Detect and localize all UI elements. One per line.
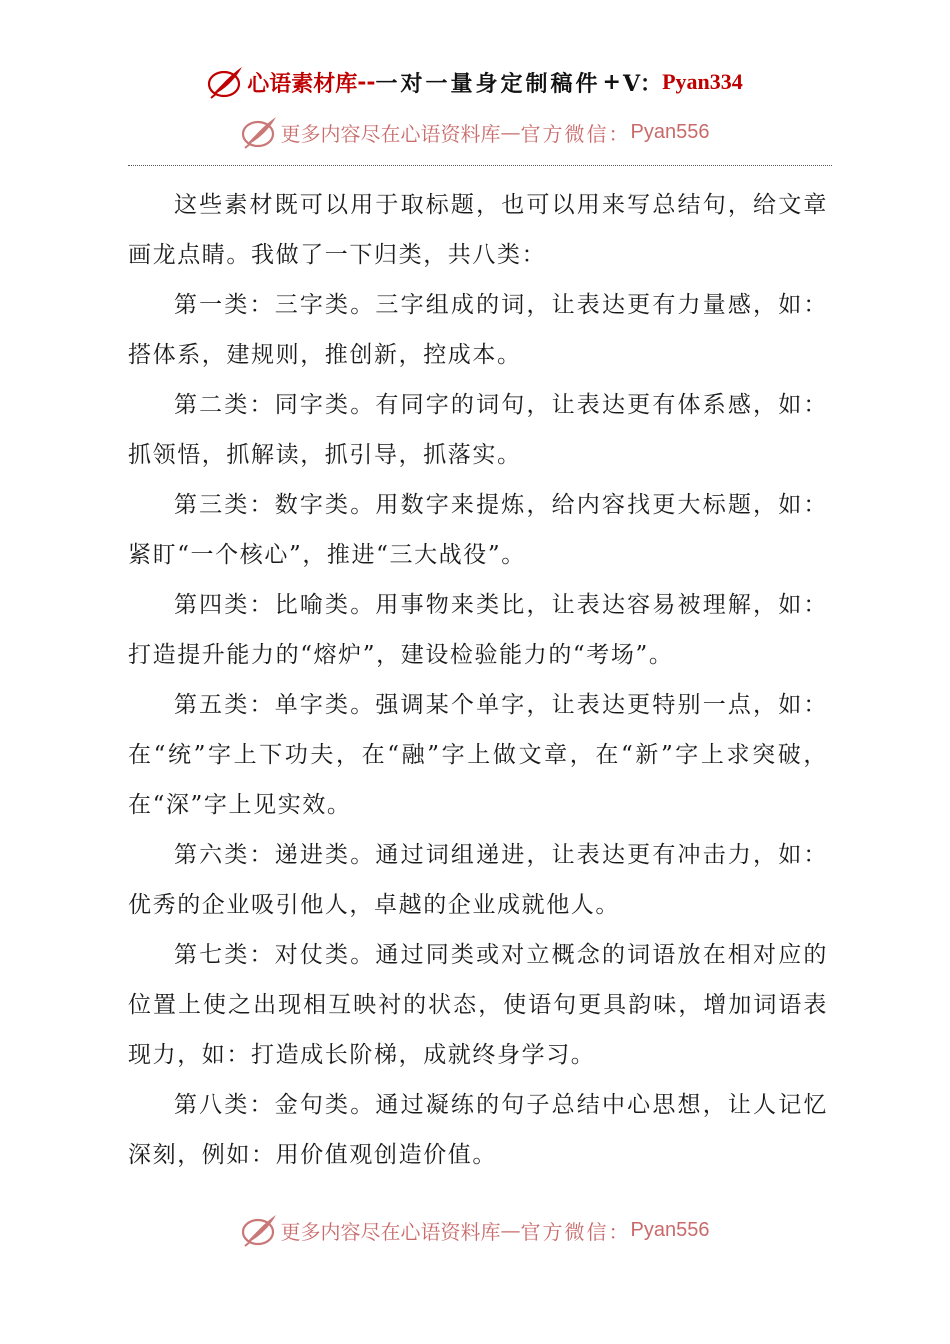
quill-logo-icon — [207, 64, 245, 100]
contact-id: Pyan334 — [662, 69, 743, 94]
paragraph: 第二类：同字类。有同字的词句，让表达更有体系感，如：抓领悟，抓解读，抓引导，抓落实。 — [128, 392, 828, 468]
header-separator: -- — [357, 69, 376, 95]
subheader-label: 官方微信： — [520, 121, 631, 146]
paragraph: 第一类：三字类。三字组成的词，让表达更有力量感，如：搭体系，建规则，推创新，控成本。 — [128, 292, 828, 368]
footer-label: 官方微信： — [520, 1219, 631, 1244]
paragraph: 第六类：递进类。通过词组递进，让表达更有冲击力，如：优秀的企业吸引他人，卓越的企业成就他人。 — [128, 842, 828, 918]
quill-logo-icon — [241, 1212, 279, 1248]
paragraph: 第八类：金句类。通过凝练的句子总结中心思想，让人记忆深刻，例如：用价值观创造价值。 — [128, 1092, 828, 1168]
header-plus: + — [602, 69, 621, 95]
service-slogan: 一对一量身定制稿件 — [375, 70, 601, 97]
paragraph: 第三类：数字类。用数字来提炼，给内容找更大标题，如：紧盯“一个核心”，推进“三大战役”。 — [128, 492, 828, 568]
page-subheader — [0, 112, 950, 152]
paragraph: 第五类：单字类。强调某个单字，让表达更特别一点，如：在“统”字上下功夫，在“融”字上做文章，在“新”字上求突破，在“深”字上见实效。 — [128, 692, 828, 818]
brand-name: 心语素材库 — [247, 70, 358, 97]
paragraph: 第四类：比喻类。用事物来类比，让表达容易被理解，如：打造提升能力的“熔炉”，建设检验能力的“考场”。 — [128, 592, 828, 668]
page-footer — [0, 1210, 950, 1250]
footer-contact-id: Pyan556 — [630, 1218, 710, 1241]
paragraph: 第七类：对仗类。通过同类或对立概念的词语放在相对应的位置上使之出现相互映衬的状态，使语句更具韵味，增加词语表现力，如：打造成长阶梯，成就终身学习。 — [128, 942, 828, 1068]
footer-text: 更多内容尽在心语资料库 — [280, 1219, 501, 1244]
subheader-dash: — — [500, 120, 521, 144]
subheader-contact-id: Pyan556 — [630, 120, 710, 143]
subheader-text: 更多内容尽在心语资料库 — [280, 121, 501, 146]
document-body — [128, 180, 828, 1180]
header-divider — [128, 165, 832, 166]
footer-dash: — — [500, 1218, 521, 1242]
quill-logo-icon — [241, 114, 279, 150]
contact-label: V： — [622, 70, 663, 97]
page-header — [0, 62, 950, 102]
paragraph: 这些素材既可以用于取标题，也可以用来写总结句，给文章画龙点睛。我做了一下归类，共八类： — [128, 192, 828, 268]
